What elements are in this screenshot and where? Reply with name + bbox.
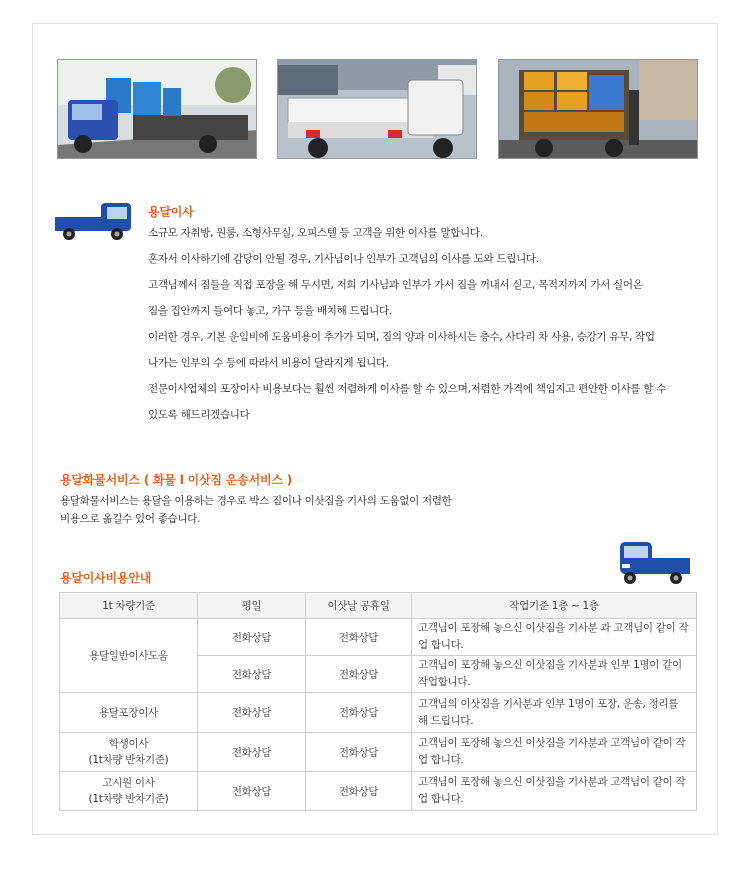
work-description: 고객님이 포장해 놓으신 이삿짐을 기사분과 인부 1명이 같이 작업합니다. <box>412 656 697 693</box>
intro-line-1: 소규모 자취방, 원룸, 소형사무실, 오피스텔 등 고객을 위한 이사를 말합니다. <box>148 227 483 239</box>
intro-line-7: 전문이사업체의 포장이사 비용보다는 훨씬 저렴하게 이사를 할 수 있으며,저렴한 가격에 책임지고 편안한 이사를 할 수 <box>148 383 667 395</box>
truck-photo-2 <box>277 59 477 159</box>
work-description: 고객님이 포장해 놓으신 이삿짐을 기사분 과 고객님이 같이 작업 합니다. <box>412 619 697 656</box>
row-label <box>60 733 198 772</box>
row-label-sub: (1t차량 반차기준) <box>88 793 169 805</box>
table-header-row <box>60 593 697 619</box>
truck-photo-3 <box>498 59 698 159</box>
holiday-price: 전화상담 <box>306 733 412 772</box>
header-holiday: 이삿날 공휴일 <box>306 593 412 619</box>
intro-line-8: 있도록 해드리겠습니다 <box>148 409 250 421</box>
weekday-price: 전화상담 <box>198 733 306 772</box>
row-label <box>60 772 198 811</box>
work-description: 고객님이 포장해 놓으신 이삿짐을 기사분과 고객님이 같이 작업 합니다. <box>412 733 697 772</box>
intro-line-3: 고객님께서 짐들을 직접 포장을 해 두시면, 저희 기사님과 인부가 가서 짐을 꺼내서 싣고, 목적지까지 가서 실어온 <box>148 279 643 291</box>
intro-line-6: 나가는 인부의 수 등에 따라서 비용이 달라지게 됩니다. <box>148 357 389 369</box>
table-row <box>60 772 697 811</box>
work-description: 고객님이 포장해 놓으신 이삿짐을 기사분과 고객님이 같이 작업 합니다. <box>412 772 697 811</box>
section-title-cargo-service: 용달화물서비스 ( 화물 l 이삿짐 운송서비스 ) <box>60 473 293 487</box>
truck-icon <box>616 538 694 592</box>
intro-line-2: 혼자서 이사하기에 감당이 안될 경우, 기사님이나 인부가 고객님의 이사를 도와 드립니다. <box>148 253 539 265</box>
row-label-sub: (1t차량 반차기준) <box>88 754 169 766</box>
table-row <box>60 693 697 733</box>
weekday-price: 전화상담 <box>198 619 306 656</box>
row-label: 용달포장이사 <box>60 693 198 733</box>
weekday-price: 전화상담 <box>198 772 306 811</box>
weekday-price: 전화상담 <box>198 693 306 733</box>
header-weekday: 평일 <box>198 593 306 619</box>
holiday-price: 전화상담 <box>306 772 412 811</box>
intro-line-5: 이러한 경우, 기본 운임비에 도움비용이 추가가 되며, 짐의 양과 이사하시는 층수, 사다리 차 사용, 승강기 유무, 작업 <box>148 331 655 343</box>
intro-line-4: 짐을 집안까지 들여다 놓고, 가구 등을 배치해 드립니다. <box>148 305 392 317</box>
holiday-price: 전화상담 <box>306 693 412 733</box>
truck-photo-1 <box>57 59 257 159</box>
price-table <box>59 592 697 811</box>
weekday-price: 전화상담 <box>198 656 306 693</box>
section-title-yongdal-moving: 용달이사 <box>148 205 194 219</box>
table-row <box>60 619 697 656</box>
holiday-price: 전화상담 <box>306 619 412 656</box>
truck-icon <box>53 197 135 247</box>
header-vehicle: 1t 차량기준 <box>60 593 198 619</box>
cargo-line-2: 비용으로 옮길수 있어 좋습니다. <box>60 513 201 525</box>
work-description: 고객님의 이삿짐을 기사분과 인부 1명이 포장, 운송, 정리를 해 드립니다. <box>412 693 697 733</box>
table-row <box>60 733 697 772</box>
row-label: 용달일반이사도움 <box>60 619 198 693</box>
holiday-price: 전화상담 <box>306 656 412 693</box>
section-title-price-guide: 용달이사비용안내 <box>60 571 152 585</box>
row-label-main: 학생이사 <box>108 738 149 750</box>
cargo-line-1: 용달화물서비스는 용달을 이용하는 경우로 박스 짐이나 이삿짐을 기사의 도움없이 저렴한 <box>60 495 452 507</box>
row-label-main: 고시원 이사 <box>102 777 155 789</box>
header-work-basis: 작업기준 1층 ~ 1층 <box>412 593 697 619</box>
